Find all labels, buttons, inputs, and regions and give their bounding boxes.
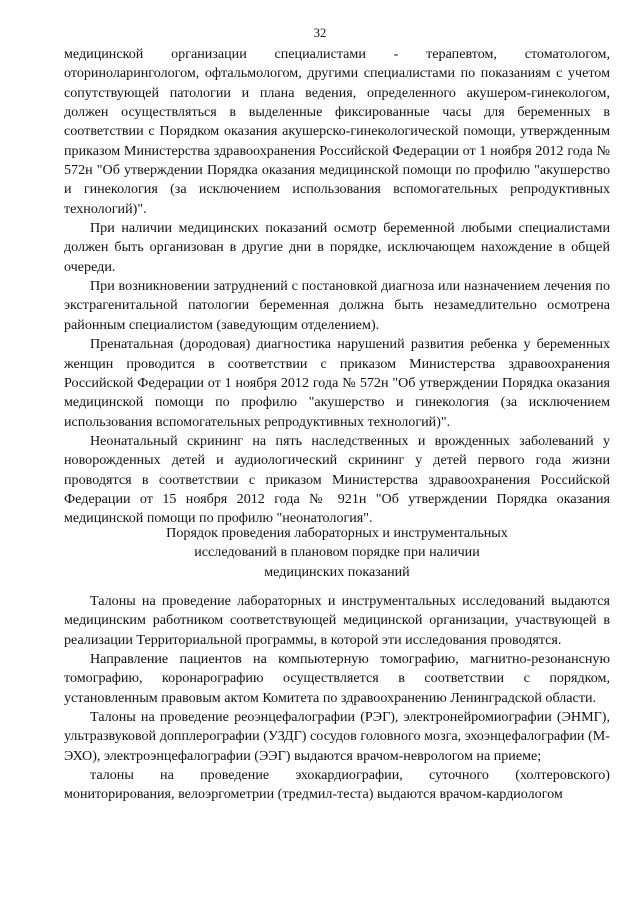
section-heading [64, 524, 610, 582]
paragraph: При наличии медицинских показаний осмотр беременной любыми специалистами должен быть организован в другие дни в порядке, исключающем нахождение в общей очереди. [64, 220, 610, 275]
paragraph: Направление пациентов на компьютерную томографию, магнитно-резонансную томографию, коронарографию осуществляется в соответствии с порядком, установленным правовым актом Комитета по здравоохранению Ленинградской области. [64, 651, 610, 706]
paragraph: Талоны на проведение лабораторных и инструментальных исследований выдаются медицинским работником соответствующей медицинской организации, участвующей в реализации Территориальной программы, в которой эти исследования проводятся. [64, 593, 610, 648]
body-text-bottom [64, 592, 610, 805]
paragraph: Неонатальный скрининг на пять наследственных и врожденных заболеваний у новорожденных детей и аудиологический скрининг у детей первого года жизни проводятся в соответствии с приказом Министерства здравоохранения Российской Федерации от 15 ноября 2012 года № 921н "Об утверждении Порядка оказания медицинской помощи по профилю "неонатология". [64, 432, 610, 527]
paragraph: Талоны на проведение реоэнцефалографии (РЭГ), электронейромиографии (ЭНМГ), ультразвуковой допплерографии (УЗДГ) сосудов головного мозга, эхоэнцефалографии (М-ЭХО), электроэнцефалографии (ЭЭГ) выдаются врачом-неврологом на приеме; [64, 709, 610, 764]
page-number: 32 [313, 26, 327, 40]
section-heading-line: Порядок проведения лабораторных и инструментальных [166, 525, 508, 541]
body-text-top [64, 45, 610, 529]
paragraph: При возникновении затруднений с постановкой диагноза или назначением лечения по экстрагенитальной патологии беременная должна быть незамедлительно осмотрена районным специалистом (заведующим отделением). [64, 278, 610, 333]
section-heading-line: медицинских показаний [264, 563, 410, 580]
paragraph: медицинской организации специалистами - терапевтом, стоматологом, оториноларингологом, офтальмологом, другими специалистами по показаниям с учетом сопутствующей патологии и плана ведения, определенного акушером-гинекологом, должен осуществляться в выделенные фиксированные часы для беременных в соответствии с Порядком оказания акушерско-гинекологической помощи, утвержденным приказом Министерства здравоохранения Российской Федерации от 1 ноября 2012 года № 572н "Об утверждении Порядка оказания медицинской помощи по профилю "акушерство и гинекология (за исключением использования вспомогательных репродуктивных технологий)". [64, 46, 610, 217]
paragraph: Пренатальная (дородовая) диагностика нарушений развития ребенка у беременных женщин проводится в соответствии с приказом Министерства здравоохранения Российской Федерации от 1 ноября 2012 года № 572н "Об утверждении Порядка оказания медицинской помощи по профилю "акушерство и гинекология (за исключением использования вспомогательных репродуктивных технологий)". [64, 336, 610, 430]
section-heading-line: исследований в плановом порядке при наличии [194, 544, 480, 561]
paragraph: талоны на проведение эхокардиографии, суточного (холтеровского) мониторирования, велоэргометрии (тредмил-теста) выдаются врачом-кардиологом [64, 767, 610, 803]
